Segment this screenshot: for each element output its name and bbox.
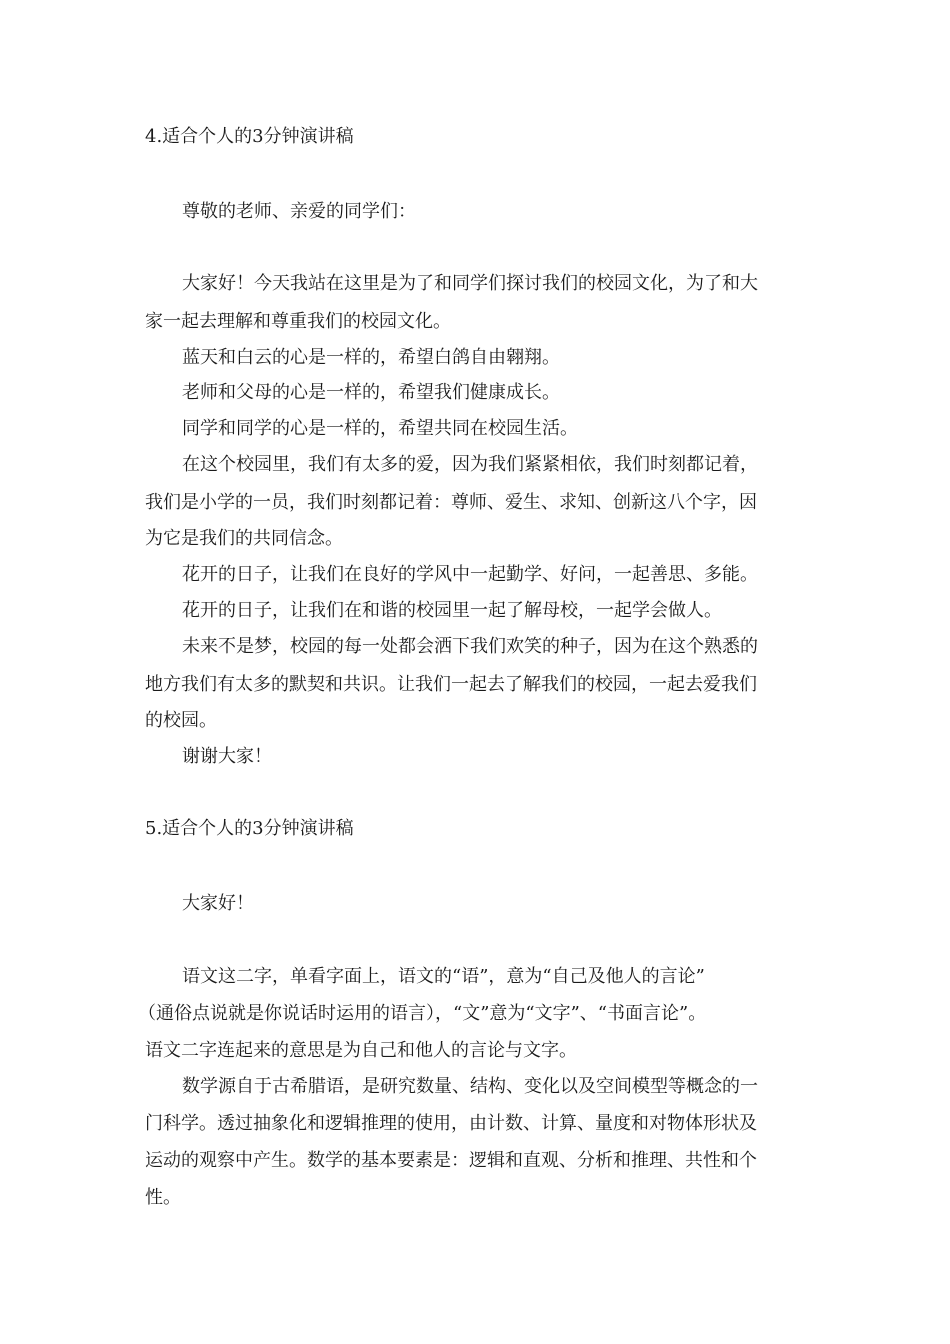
paragraph-line: 在这个校园里，我们有太多的爱，因为我们紧紧相依，我们时刻都记着， — [182, 454, 758, 475]
paragraph-line: 大家好！今天我站在这里是为了和同学们探讨我们的校园文化，为了和大 — [182, 273, 758, 294]
section-4-title: 4.适合个人的3分钟演讲稿 — [145, 126, 354, 147]
paragraph-line: 家一起去理解和尊重我们的校园文化。 — [145, 311, 451, 332]
paragraph-line: 花开的日子，让我们在和谐的校园里一起了解母校，一起学会做人。 — [182, 600, 722, 621]
paragraph-line: 门科学。透过抽象化和逻辑推理的使用，由计数、计算、量度和对物体形状及 — [145, 1113, 757, 1134]
paragraph-line: 花开的日子，让我们在良好的学风中一起勤学、好问，一起善思、多能。 — [182, 564, 758, 585]
paragraph-line: 未来不是梦，校园的每一处都会洒下我们欢笑的种子，因为在这个熟悉的 — [182, 636, 758, 657]
paragraph-line: 蓝天和白云的心是一样的，希望白鸽自由翱翔。 — [182, 347, 560, 368]
section-5-title: 5.适合个人的3分钟演讲稿 — [145, 818, 354, 839]
paragraph-line: 为它是我们的共同信念。 — [145, 528, 343, 549]
section-4-greeting: 尊敬的老师、亲爱的同学们： — [182, 201, 416, 222]
paragraph-line: 老师和父母的心是一样的，希望我们健康成长。 — [182, 382, 560, 403]
paragraph-line: 的校园。 — [145, 710, 217, 731]
paragraph-line: 性。 — [145, 1187, 181, 1208]
paragraph-line: 语文这二字，单看字面上，语文的“语”，意为“自己及他人的言论” — [182, 966, 705, 987]
paragraph-line: 我们是小学的一员，我们时刻都记着：尊师、爱生、求知、创新这八个字，因 — [145, 492, 757, 513]
paragraph-line: 地方我们有太多的默契和共识。让我们一起去了解我们的校园，一起去爱我们 — [145, 674, 757, 695]
section-5-greeting: 大家好！ — [182, 893, 254, 914]
paragraph-line: 语文二字连起来的意思是为自己和他人的言论与文字。 — [145, 1040, 577, 1061]
paragraph-line: （通俗点说就是你说话时运用的语言），“文”意为“文字”、“书面言论”。 — [138, 1003, 707, 1024]
paragraph-line: 数学源自于古希腊语，是研究数量、结构、变化以及空间模型等概念的一 — [182, 1076, 758, 1097]
paragraph-line: 同学和同学的心是一样的，希望共同在校园生活。 — [182, 418, 578, 439]
paragraph-line: 运动的观察中产生。数学的基本要素是：逻辑和直观、分析和推理、共性和个 — [145, 1150, 757, 1171]
paragraph-line: 谢谢大家！ — [182, 746, 272, 767]
